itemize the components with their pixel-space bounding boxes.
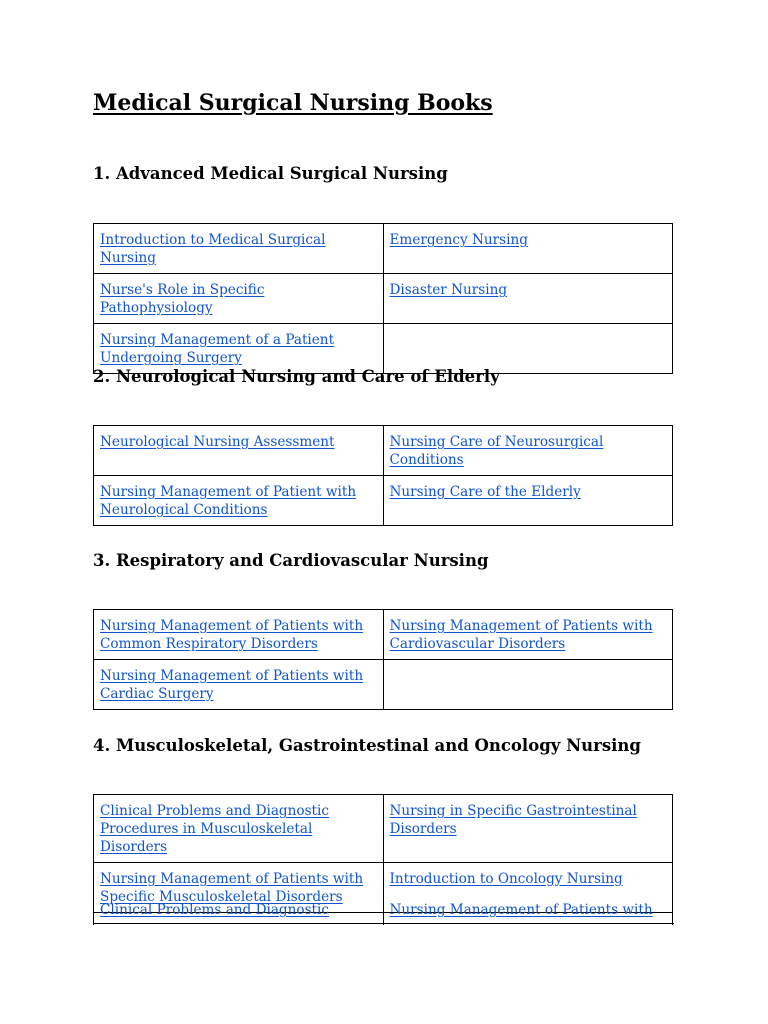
table-cell	[94, 426, 384, 476]
section-table-respiratory	[93, 609, 673, 710]
document-title: Medical Surgical Nursing Books	[93, 90, 493, 116]
empty-cell	[383, 324, 673, 374]
book-link[interactable]: Clinical Problems and Diagnostic	[100, 902, 329, 918]
book-link[interactable]: Disaster Nursing	[389, 282, 508, 298]
book-link[interactable]: Nursing Management of Patients with Common Respiratory Disorders	[100, 618, 364, 652]
table-cell	[383, 610, 673, 660]
book-link[interactable]: Nursing Care of Neurosurgical Conditions	[389, 434, 604, 468]
table-row	[94, 660, 673, 710]
book-link[interactable]: Nursing in Specific Gastrointestinal Disorders	[389, 803, 637, 837]
section-heading-advanced: 1. Advanced Medical Surgical Nursing	[93, 164, 448, 183]
table-row	[94, 324, 673, 374]
page-cut-line	[93, 923, 674, 924]
table-cell	[94, 610, 384, 660]
table-cell	[383, 795, 673, 863]
table-cell	[94, 324, 384, 374]
table-row	[94, 894, 673, 925]
empty-cell	[383, 660, 673, 710]
section-table-musculoskeletal-continued	[93, 894, 673, 925]
book-link[interactable]: Introduction to Medical Surgical Nursing	[100, 232, 326, 266]
book-link[interactable]: Nursing Care of the Elderly	[389, 484, 581, 500]
book-link[interactable]: Nursing Management of Patients with Cardiovascular Disorders	[389, 618, 653, 652]
table-cell	[383, 224, 673, 274]
book-link[interactable]: Emergency Nursing	[389, 232, 528, 248]
section-table-neurological	[93, 425, 673, 526]
table-cell	[94, 894, 384, 925]
book-link[interactable]: Nursing Management of Patient with Neurological Conditions	[100, 484, 357, 518]
truncated-row-clip	[93, 894, 674, 925]
table-cell	[94, 795, 384, 863]
table-cell	[383, 426, 673, 476]
section-heading-musculoskeletal: 4. Musculoskeletal, Gastrointestinal and Oncology Nursing	[93, 736, 641, 755]
section-heading-neurological: 2. Neurological Nursing and Care of Elderly	[93, 367, 500, 386]
book-link[interactable]: Nurse's Role in Specific Pathophysiology	[100, 282, 265, 316]
table-cell	[94, 660, 384, 710]
book-link[interactable]: Nursing Management of Patients with Cardiac Surgery	[100, 668, 364, 702]
section-table-advanced	[93, 223, 673, 374]
book-link[interactable]: Nursing Management of Patients with Specific Musculoskeletal Disorders	[100, 871, 364, 905]
table-cell	[383, 274, 673, 324]
book-link[interactable]: Nursing Management of Patients with	[389, 902, 653, 918]
book-link[interactable]: Clinical Problems and Diagnostic Procedures in Musculoskeletal Disorders	[100, 803, 329, 855]
table-cell	[94, 476, 384, 526]
table-row	[94, 426, 673, 476]
table-cell	[383, 894, 673, 925]
book-link[interactable]: Nursing Management of a Patient Undergoing Surgery	[100, 332, 335, 366]
table-row	[94, 610, 673, 660]
table-cell	[94, 274, 384, 324]
table-row	[94, 795, 673, 863]
table-cell	[94, 224, 384, 274]
table-cell	[383, 476, 673, 526]
book-link[interactable]: Neurological Nursing Assessment	[100, 434, 335, 450]
table-row	[94, 224, 673, 274]
table-row	[94, 476, 673, 526]
table-row	[94, 274, 673, 324]
section-heading-respiratory: 3. Respiratory and Cardiovascular Nursing	[93, 551, 489, 570]
book-link[interactable]: Introduction to Oncology Nursing	[389, 871, 623, 887]
